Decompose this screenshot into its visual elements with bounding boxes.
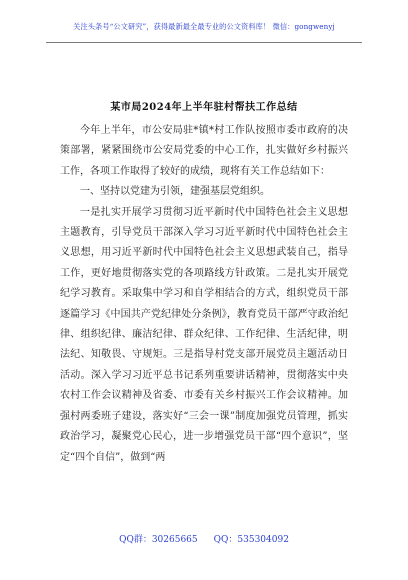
footer-contact	[0, 532, 408, 545]
footer-qq: QQ：535304092	[213, 535, 289, 545]
document-title: 某市局2024年上半年驻村帮扶工作总结	[110, 102, 298, 113]
header-divider	[46, 42, 362, 43]
document-body	[60, 121, 348, 468]
header-banner: 关注头条号“公文研究”，获得最新最全最专业的公文资料库！ 微信：gongwenyj	[73, 22, 335, 31]
paragraph-intro: 今年上半年，市公安局驻*镇*村工作队按照市委市政府的决策部署，紧紧围绕市公安局党委的中心工作，扎实做好乡村振兴工作，各项工作取得了较好的成绩，现将有关工作总结如下：	[60, 125, 348, 177]
section-heading: 一、坚持以党建为引领，建强基层党组织。	[80, 186, 270, 198]
footer-qq-group: QQ群：30265665	[119, 535, 198, 545]
paragraph-detail: 一是扎实开展学习贯彻习近平新时代中国特色社会主义思想主题教育，引导党员干部深入学习习近平新时代中国特色社会主义思想，用习近平新时代中国特色社会主义思想武装自己，指导工作，更好地贯彻落实党的各项路线方针政策。二是扎实开展党纪学习教育。采取集中学习和自学相结合的方式，组织党员干部逐篇学习《中国共产党纪律处分条例》，教育党员干部严守政治纪律、组织纪律、廉洁纪律、群众纪律、工作纪律、生活纪律，明法纪、知敬畏、守规矩。三是指导村党支部开展党员主题活动日活动。深入学习习近平总书记系列重要讲话精神，贯彻落实中央农村工作会议精神及省委、市委有关乡村振兴工作会议精神。加强村两委班子建设，落实好“三会一课”制度加强党员管理，抓实政治学习，凝聚党心民心，进一步增强党员干部“四个意识”，坚定“四个自信”，做到“两	[60, 206, 348, 463]
